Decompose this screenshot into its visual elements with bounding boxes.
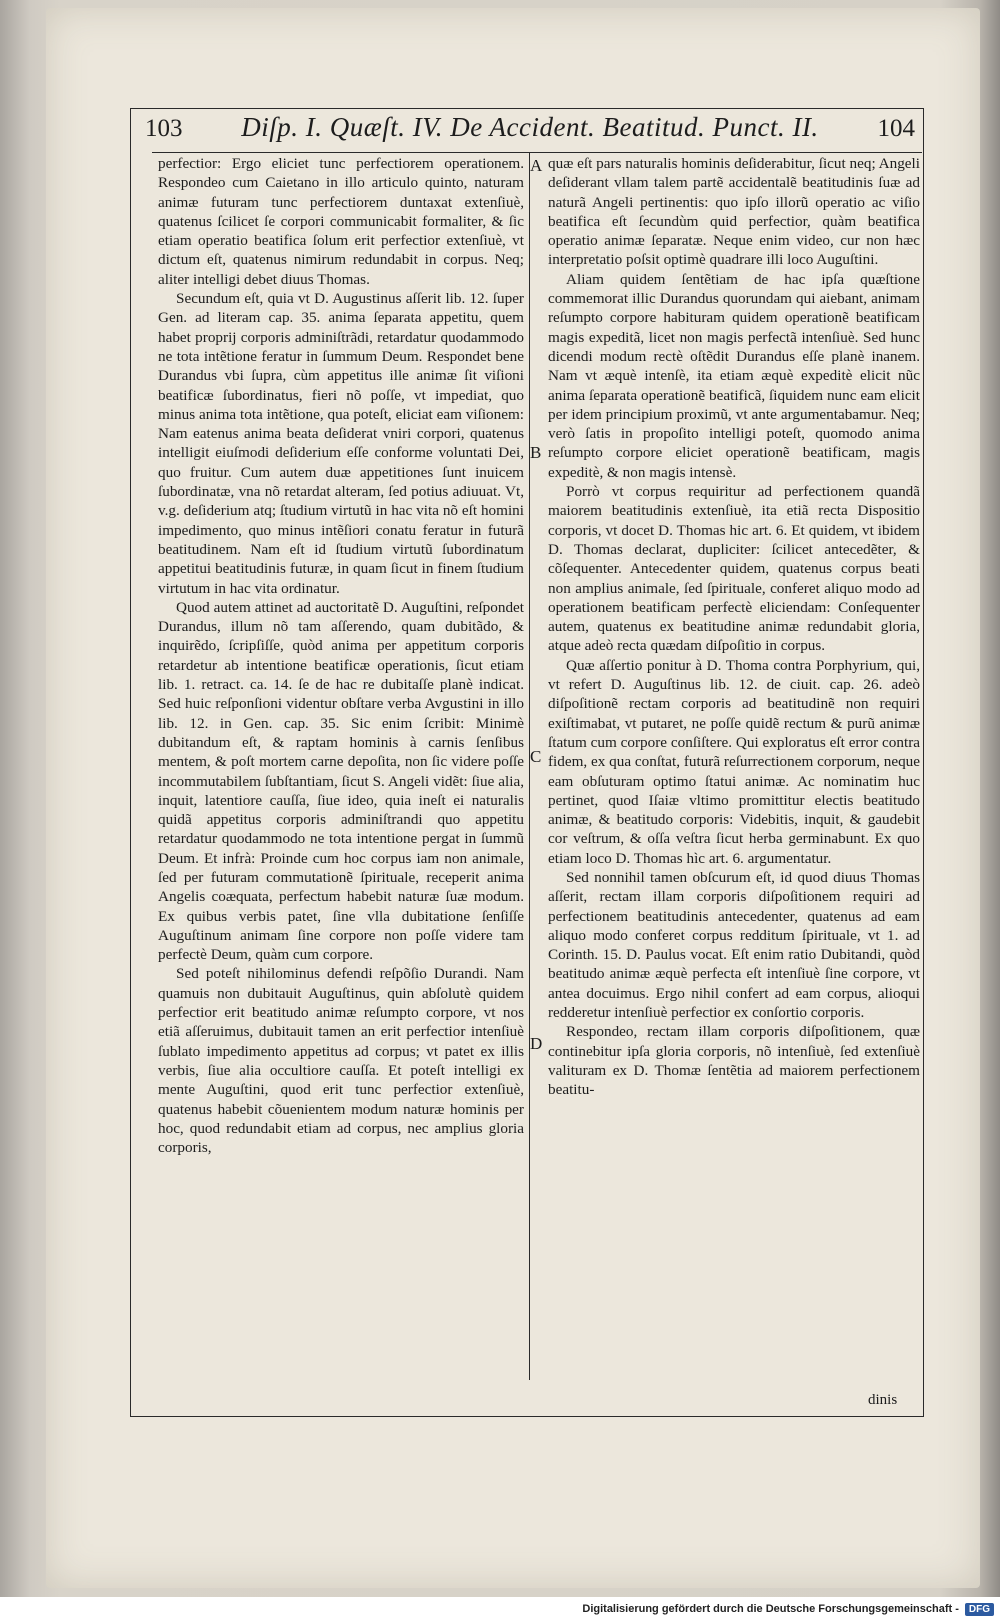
paragraph: perfectior: Ergo eliciet tunc perfectiorem operationem. Respondeo cum Caietano in illo articulo quinto, naturam animæ futuram tunc perfectiorem duntaxat extenſiuè, quatenus ſcilicet ſe corpori communicabit formaliter, & ſic etiam operatio beatifica ſolum erit perfectior extenſiuè, vt dictum eſt, quatenus nimirum redundabit in corpus. Neq; aliter intelligi debet diuus Thomas. bbox=[158, 155, 524, 288]
margin-marker-d: D bbox=[530, 1034, 543, 1053]
left-page-number: 103 bbox=[145, 115, 183, 142]
paragraph: Porrò vt corpus requiritur ad perfectionem quandã maiorem beatitudinis extenſiuè, ita etiã recta Dispositio corporis, vt docet D. Thomas hic art. 6. Et quidem, vt ibidem D. Thomas declarat, dupliciter: ſcilicet antecedẽter, & cõſequenter. Antecedenter quidem, quatenus corpus beati non amplius animale, ſed ſpirituale, conferet aliquo modo ad operationem beatificam perfectè eliciendam: Conſequenter autem, quatenus ex beatitudine animæ redundabit gloria, atque adeò recta quædam diſpoſitio in corpus. bbox=[548, 483, 920, 655]
margin-marker-b: B bbox=[530, 443, 542, 462]
running-title: Diſp. I. Quæſt. IV. De Accident. Beatitud. Punct. II. bbox=[241, 112, 819, 142]
paragraph: Quod autem attinet ad auctoritatẽ D. Auguſtini, reſpondet Durandus, illum nõ tam aſſerendo, quam dubitãdo, & inquirẽdo, ſcripſiſſe, quòd anima per appetitum corporis retardetur ab intentione beatificæ operationis, ſicut etiam lib. 1. retract. ca. 14. ſe de hac re dubitaſſe planè indicat. Sed huic reſponſioni videntur obſtare verba Avgustini in illo lib. 12. in Gen. cap. 35. Sic enim ſcribit: Minimè dubitandum eſt, & raptam hominis à carnis ſenſibus mentem, & poſt mortem carne depoſita, non ſic videre poſſe incommutabilem ſubſtantiam, ſicut S. Angeli vidẽt: ſiue alia, inquit, latentiore cauſſa, ſiue ideo, quia ineſt ei naturalis quidã appetitus corporis adminiſtrandi quo appetitu retardatur quodammodo ne tota intentione pergat in ſummũ Deum. Et infrà: Proinde cum hoc corpus iam non animale, ſed per futuram commutationẽ ſpirituale, receperit anima Angelis coæquata, perfectum habebit naturæ ſuæ modum. Ex quibus verbis patet, ſine vlla dubitatione ſenſiſſe Auguſtinum animam ſine corpore non poſſe videre tam perfectè Deum, quàm cum corpore. bbox=[158, 598, 524, 964]
right-page-number: 104 bbox=[877, 115, 915, 142]
right-column bbox=[548, 154, 920, 1384]
dfg-logo: DFG bbox=[965, 1603, 994, 1616]
catchword: dinis bbox=[868, 1392, 898, 1408]
digitization-footer bbox=[0, 1597, 1000, 1621]
paragraph: Respondeo, rectam illam corporis diſpoſitionem, quæ continebitur ipſa gloria corporis, nõ intenſiuè, ſed extenſiuè valituram ex D. Thomæ ſentẽtia ad maiorem perfectionem beatitu- bbox=[548, 1023, 920, 1099]
paragraph: Secundum eſt, quia vt D. Augustinus aſſerit lib. 12. ſuper Gen. ad literam cap. 35. anima ſeparata appetitu, quem habet proprij corporis adminiſtrãdi, retardatur quodammodo ne tota intẽtione feratur in ſummum Deum. Respondet bene Durandus vbi ſupra, cùm appetitus ille animæ ſit viſioni beatificæ ſubordinatus, fieri nõ poſſe, vt impediat, quo minus anima tota intẽtione, qua poteſt, eliciat eam viſionem: Nam eatenus anima beata deſiderat vniri corpori, quatenus intelligit eiuſmodi deſiderium eſſe conforme voluntati Dei, quo fruitur. Cum autem duæ appetitiones ſunt inuicem ſubordinatæ, vna nõ retardat alteram, ſed potius adiuuat. Vt, v.g. deſiderium atq; ſtudium virtutũ in hac vita nõ eſt homini impedimento, quo minus intẽſiori conatu feratur in futurã beatitudinem. Nam eſt id ſtudium virtutũ ſubordinatum appetitui beatitudinis futuræ, in quam ſicut in finem ſtudium virtutum in hac vita ordinatur. bbox=[158, 290, 524, 597]
header-rule bbox=[152, 152, 922, 153]
paragraph: quæ eſt pars naturalis hominis deſiderabitur, ſicut neq; Angeli deſiderant vllam talem partẽ accidentalẽ beatitudinis ſuæ ad naturã Angeli pertinentis: quo ipſo illorũ operatio ac viſio beatifica eſt ſecundùm quid perfectior, quàm beatifica operatio animæ ſeparatæ. Neque enim video, cur non hæc interpretatio poſsit optimè quadrare illi loco Auguſtini. bbox=[548, 155, 920, 269]
margin-marker-a: A bbox=[530, 156, 543, 175]
paragraph: Quæ aſſertio ponitur à D. Thoma contra Porphyrium, qui, vt refert D. Auguſtinus lib. 12. de ciuit. cap. 26. adeò diſpoſitionẽ rectam corporis ad beatitudinẽ non requiri exiſtimabat, vt putaret, ne poſſe quidẽ rectum & purũ animæ ſtatum cum corpore conſiſtere. Qui exploratus eſt error contra fidem, ex qua conſtat, futurã reſurrectionem corporum, neque eam obſuturam optimo ſtatui animæ. Ac nominatim huc pertinet, quod Iſaiæ vltimo promittitur electis beatitudo animæ, & beatitudo corporis: Videbitis, inquit, & gaudebit cor veſtrum, & oſſa veſtra ſicut herba germinabunt. Ex quo etiam loco D. Thomas hìc art. 6. argumentatur. bbox=[548, 656, 920, 867]
paragraph: Aliam quidem ſentẽtiam de hac ipſa quæſtione commemorat illic Durandus quorundam qui aiebant, animam reſumpto corpore habituram quidem operationẽ beatificam magis expeditã, licet non magis perfectã intenſiuè. Sed hunc dicendi modum rectè oſtẽdit Durandus eſſe planè inanem. Nam vt æquè intenſè, ita etiam æquè expeditè elicit nũc anima ſeparata operationẽ beatificã, ſiquidem nunc eam elicit per idem principium proximũ, vt ante argumentabamur. Neq; verò ſatis in propoſito intelligi poteſt, quomodo anima reſumpto corpore eliciet operationẽ beatificam, magis expeditè, & non magis intensè. bbox=[548, 270, 920, 481]
paragraph: Sed nonnihil tamen obſcurum eſt, id quod diuus Thomas aſſerit, rectam illam corporis diſpoſitionem requiri ad perfectionem beatitudinis antecedenter, quatenus ad eam aliquo modo conferet corpus redditum ſpirituale, vt 1. ad Corinth. 15. D. Paulus vocat. Eſt enim ratio Dubitandi, quòd beatitudo animæ æquè perfecta eſt intenſiuè ſine corpore, vt antea docuimus. Ergo nihil confert ad eam corpus, alioqui redderetur intenſiuè perfectior ex conſortio corporis. bbox=[548, 868, 920, 1022]
paragraph: Sed poteſt nihilominus defendi reſpõſio Durandi. Nam quamuis non dubitauit Auguſtinus, quin abſolutè quidem perfectior erit beatitudo animæ reſumpto corpore, vt nos etiã aſſeruimus, dubitauit tamen an erit perfectior intenſiuè ſublato impedimento appetitus ad corpus; vt patet ex illis verbis, ſiue alia occultiore cauſſa. Et poteſt intelligi ex mente Auguſtini, quod erit tunc perfectior extenſiuè, quatenus habebit cõuenientem modum naturæ hominis per hoc, quod redundabit etiam ad corpus, nec amplius gloria corporis, bbox=[158, 965, 524, 1157]
footer-text: Digitalisierung gefördert durch die Deutsche Forschungsgemeinschaft - bbox=[582, 1603, 959, 1615]
left-column bbox=[158, 154, 524, 1384]
running-header bbox=[145, 112, 915, 148]
margin-marker-c: C bbox=[530, 747, 542, 766]
